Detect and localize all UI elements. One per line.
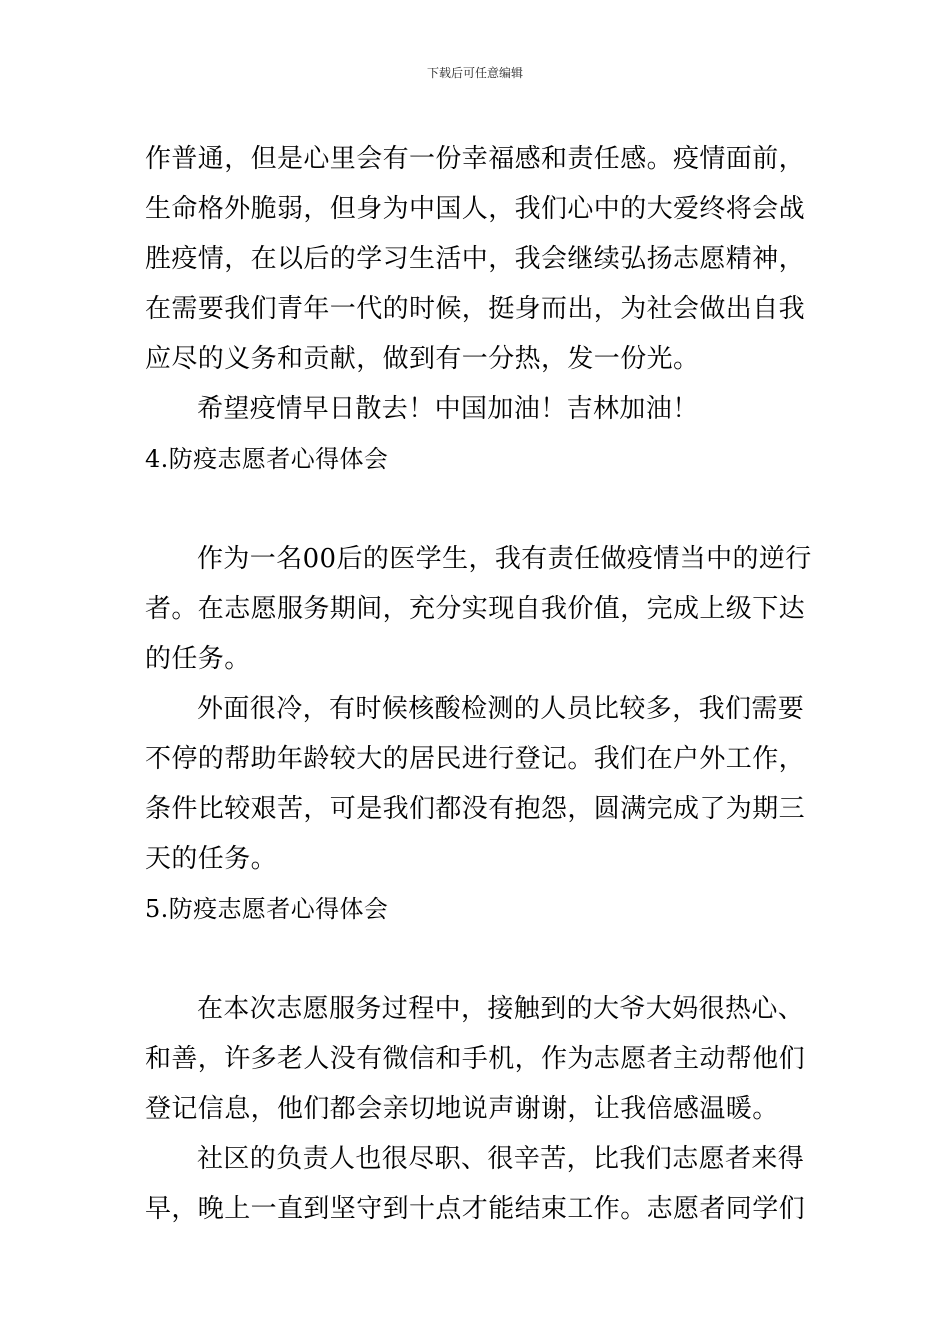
paragraph-line: 和善，许多老人没有微信和手机，作为志愿者主动帮他们	[145, 1044, 806, 1074]
paragraph-line: 在需要我们青年一代的时候，挺身而出，为社会做出自我	[145, 294, 806, 324]
paragraph-line: 登记信息，他们都会亲切地说声谢谢，让我倍感温暖。	[145, 1094, 779, 1124]
paragraph-line: 应尽的义务和贡献，做到有一分热，发一份光。	[145, 344, 700, 374]
paragraph-line: 作普通，但是心里会有一份幸福感和责任感。疫情面前，	[145, 144, 806, 174]
paragraph-line: 社区的负责人也很尽职、很辛苦，比我们志愿者来得	[197, 1144, 805, 1174]
paragraph-line: 早，晚上一直到坚守到十点才能结束工作。志愿者同学们	[145, 1194, 806, 1224]
paragraph-line: 的任务。	[145, 644, 251, 674]
section-heading-5: 5.防疫志愿者心得体会	[145, 895, 389, 923]
paragraph-line: 天的任务。	[145, 844, 278, 874]
paragraph-line: 胜疫情，在以后的学习生活中，我会继续弘扬志愿精神，	[145, 244, 806, 274]
paragraph-line: 作为一名00后的医学生，我有责任做疫情当中的逆行	[197, 544, 812, 574]
paragraph-line: 生命格外脆弱，但身为中国人，我们心中的大爱终将会战	[145, 194, 806, 224]
paragraph-line: 条件比较艰苦，可是我们都没有抱怨，圆满完成了为期三	[145, 794, 806, 824]
paragraph-line: 外面很冷，有时候核酸检测的人员比较多，我们需要	[197, 694, 805, 724]
blank-line	[145, 934, 813, 984]
paragraph-line: 希望疫情早日散去！中国加油！吉林加油！	[197, 394, 699, 424]
paragraph-line: 不停的帮助年龄较大的居民进行登记。我们在户外工作，	[145, 744, 806, 774]
document-body	[145, 134, 813, 1234]
blank-line	[145, 484, 813, 534]
paragraph-line: 者。在志愿服务期间，充分实现自我价值，完成上级下达	[145, 594, 806, 624]
paragraph-line: 在本次志愿服务过程中，接触到的大爷大妈很热心、	[197, 994, 805, 1024]
section-heading-4: 4.防疫志愿者心得体会	[145, 445, 389, 473]
page-header: 下载后可任意编辑	[426, 66, 523, 80]
